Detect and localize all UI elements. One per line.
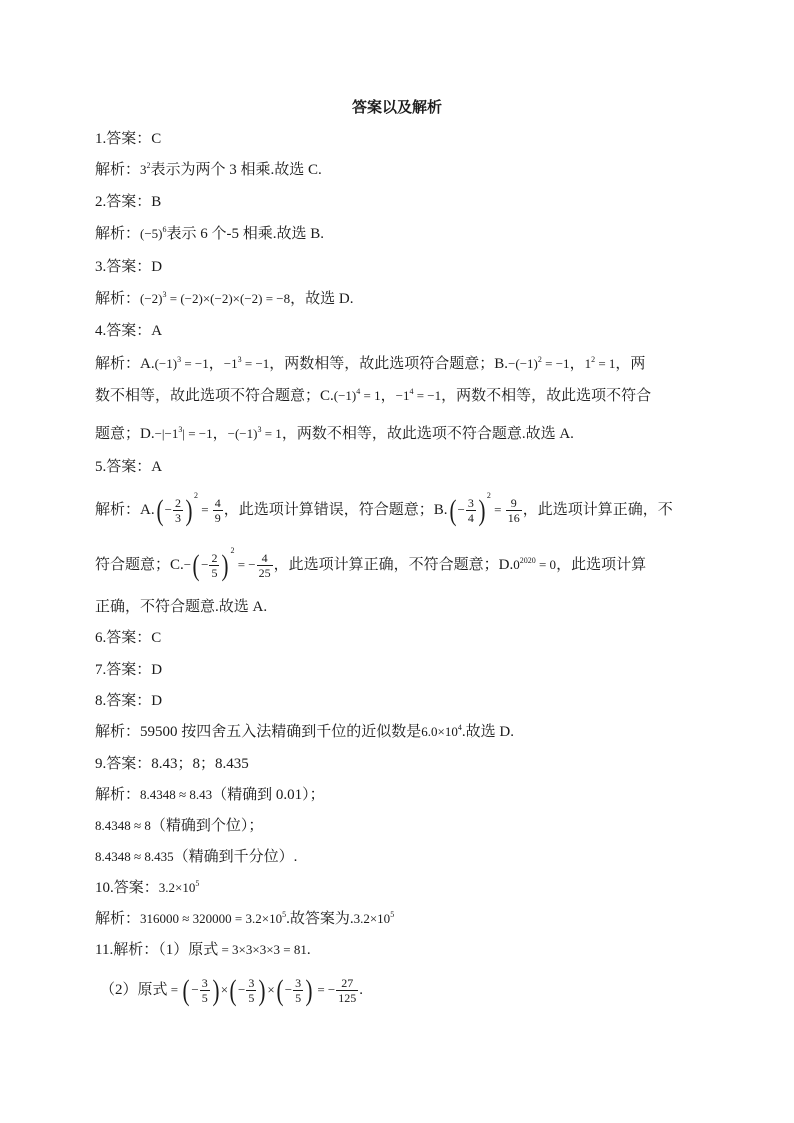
left-paren: ( xyxy=(156,493,164,527)
q2-explanation xyxy=(95,224,324,244)
q9-l3-t: （精确到千分位）. xyxy=(173,849,298,865)
q4-l2-m2: −1 xyxy=(395,388,410,403)
left-paren: ( xyxy=(182,973,190,1007)
q11-explanation-line2 xyxy=(100,970,363,1010)
q8-answer: 8.答案：D xyxy=(95,693,163,709)
q5-l2-m: 0 xyxy=(513,557,520,572)
q3-math: = (−2)×(−2)×(−2) = −8 xyxy=(166,291,291,306)
q4-l1-m4: 1 xyxy=(584,356,592,371)
q11-l2-prefix: （2）原式 xyxy=(100,982,168,998)
q3-exp: 3 xyxy=(162,290,167,299)
q4-l2-m1: (−1) xyxy=(333,388,357,403)
fraction xyxy=(213,496,223,525)
q5-l2-mb: = 0 xyxy=(535,557,557,572)
q9-explanation-line2 xyxy=(95,816,263,836)
q4-l1-e3: 2 xyxy=(537,355,542,364)
fraction xyxy=(200,976,210,1005)
denominator: 5 xyxy=(211,566,218,581)
fraction xyxy=(293,976,303,1005)
q8-expl-a: 解析：59500 按四舍五入法精确到千位的近似数是 xyxy=(95,724,422,740)
denominator: 9 xyxy=(214,511,221,526)
fraction xyxy=(173,496,183,525)
denominator: 4 xyxy=(467,511,474,526)
q2-exp: 6 xyxy=(162,225,167,234)
minus-sign: − xyxy=(238,982,246,997)
numerator: 27 xyxy=(336,976,358,991)
right-paren: ) xyxy=(185,493,193,527)
q9-l2-t: （精确到个位）； xyxy=(150,818,264,834)
q4-l1-m2: −1 xyxy=(223,356,238,371)
q2-expl-prefix: 解析： xyxy=(95,226,141,242)
q9-explanation-line1 xyxy=(95,785,325,805)
times-sign: × xyxy=(220,982,229,997)
q11-l1-end: . xyxy=(306,942,311,958)
q5-l2-prefix: 符合题意；C. xyxy=(95,557,184,573)
q4-answer: 4.答案：A xyxy=(95,323,163,339)
q5-l1-prefix: 解析：A. xyxy=(95,502,155,518)
fraction xyxy=(257,551,273,580)
q9-l1-m: 8.4348 ≈ 8.43 xyxy=(140,787,213,802)
minus-sign: − xyxy=(191,982,199,997)
q4-l3-sep: ， xyxy=(212,426,228,442)
q10-expl-e: 5 xyxy=(282,910,287,919)
equals: = xyxy=(197,502,212,517)
exponent: 2 xyxy=(230,546,235,555)
minus-sign: − xyxy=(457,502,465,517)
q4-l3-m1: −|−1 xyxy=(154,426,179,441)
q9-answer: 9.答案：8.43；8；8.435 xyxy=(95,756,249,772)
q2-answer: 2.答案：B xyxy=(95,194,162,210)
q4-l1-prefix: 解析：A. xyxy=(95,356,155,372)
right-paren: ) xyxy=(212,973,220,1007)
q1-base: 3 xyxy=(140,162,147,177)
q4-l3-t2: ，两数不相等，故此选项不符合题意.故选 A. xyxy=(281,426,574,442)
q4-l3-e1: 3 xyxy=(178,425,183,434)
q5-explanation-line2 xyxy=(95,545,646,585)
fraction xyxy=(336,976,358,1005)
left-paren: ( xyxy=(276,973,284,1007)
q1-expl-prefix: 解析： xyxy=(95,162,141,178)
q5-explanation-line3: 正确，不符合题意.故选 A. xyxy=(95,599,268,615)
page-title: 答案以及解析 xyxy=(351,98,442,116)
q3-base: (−2) xyxy=(140,291,163,306)
q3-expl-prefix: 解析： xyxy=(95,291,141,307)
equals: = − xyxy=(314,982,336,997)
q4-l2-m2b: = −1 xyxy=(413,388,442,403)
denominator: 5 xyxy=(295,991,302,1006)
q4-l2-t1: 数不相等，故此选项不符合题意；C. xyxy=(95,388,334,404)
q5-answer: 5.答案：A xyxy=(95,459,163,475)
denominator: 5 xyxy=(201,991,208,1006)
q4-l1-e1: 3 xyxy=(177,355,182,364)
right-paren: ) xyxy=(305,973,313,1007)
q4-l3-m1b: | = −1 xyxy=(182,426,213,441)
q4-l1-m1: (−1) xyxy=(154,356,178,371)
q4-l1-m2b: = −1 xyxy=(241,356,270,371)
right-paren: ) xyxy=(478,493,486,527)
q9-l3-m: 8.4348 ≈ 8.435 xyxy=(95,849,174,864)
q10-expl-m: 316000 ≈ 320000 = 3.2×10 xyxy=(140,911,283,926)
q5-l2-t2: ，此选项计算 xyxy=(556,557,647,573)
q4-l1-m3b: = −1 xyxy=(541,356,570,371)
q5-l2-t1: ，此选项计算正确，不符合题意；D. xyxy=(273,557,514,573)
q4-l1-e2: 3 xyxy=(237,355,242,364)
minus-sign: − xyxy=(183,557,192,572)
denominator: 3 xyxy=(174,511,181,526)
q4-explanation-line2 xyxy=(95,386,651,406)
q8-expl-m: 6.0×10 xyxy=(421,724,458,739)
q10-expl-e2: 5 xyxy=(390,910,395,919)
q8-expl-e: 4 xyxy=(457,723,462,732)
q5-l1-t1: ，此选项计算错误，符合题意；B. xyxy=(223,502,448,518)
denominator: 16 xyxy=(507,511,520,526)
equals: = xyxy=(167,982,182,997)
q4-l1-sep2: ， xyxy=(569,356,585,372)
q1-exp: 2 xyxy=(146,161,151,170)
numerator: 4 xyxy=(214,496,221,511)
numerator: 4 xyxy=(257,551,273,566)
q5-l1-t2: ，此选项计算正确，不 xyxy=(522,502,673,518)
numerator: 2 xyxy=(211,551,218,566)
q2-expl-text: 表示 6 个-5 相乘.故选 B. xyxy=(166,226,325,242)
q11-explanation-line1 xyxy=(95,940,311,960)
minus-sign: − xyxy=(201,557,209,572)
numerator: 3 xyxy=(201,976,208,991)
q10-expl-m2: 3.2×10 xyxy=(353,911,391,926)
q8-explanation xyxy=(95,722,514,742)
q11-l1-m: = 3×3×3×3 = 81 xyxy=(218,942,307,957)
q9-explanation-line3 xyxy=(95,847,297,867)
q4-l2-t2: ，两数不相等，故此选项不符合 xyxy=(441,388,652,404)
times-sign: × xyxy=(267,982,275,997)
q4-l1-sep1: ， xyxy=(208,356,224,372)
equals: = xyxy=(490,502,505,517)
q3-explanation xyxy=(95,289,354,309)
q9-l2-m: 8.4348 ≈ 8 xyxy=(95,818,151,833)
q4-l1-m1b: = −1 xyxy=(181,356,209,371)
q4-l3-e2: 3 xyxy=(257,425,262,434)
left-paren: ( xyxy=(192,548,200,582)
q5-l2-e: 2020 xyxy=(519,556,536,565)
numerator: 9 xyxy=(506,496,522,511)
q7-answer: 7.答案：D xyxy=(95,662,163,678)
q4-l2-e1: 4 xyxy=(356,387,361,396)
q10-answer-m: 3.2×10 xyxy=(158,880,196,895)
left-paren: ( xyxy=(229,973,237,1007)
q9-l1-prefix: 解析： xyxy=(95,787,141,803)
q4-l2-sep: ， xyxy=(380,388,396,404)
q10-explanation xyxy=(95,909,394,929)
left-paren: ( xyxy=(449,493,457,527)
q6-answer: 6.答案：C xyxy=(95,630,162,646)
numerator: 3 xyxy=(467,496,474,511)
fraction xyxy=(506,496,522,525)
q4-l1-t1: ，两数相等，故此选项符合题意；B. xyxy=(269,356,509,372)
q1-explanation xyxy=(95,160,322,180)
numerator: 3 xyxy=(248,976,255,991)
minus-sign: − xyxy=(284,982,293,997)
fraction xyxy=(246,976,256,1005)
q4-explanation-line3 xyxy=(95,424,574,444)
numerator: 2 xyxy=(174,496,181,511)
q10-expl-prefix: 解析： xyxy=(95,911,141,927)
q3-answer: 3.答案：D xyxy=(95,259,163,275)
q4-l1-m3: −(−1) xyxy=(508,356,538,371)
q9-l1-t: （精确到 0.01）； xyxy=(212,787,325,803)
q10-answer-prefix: 10.答案： xyxy=(95,880,159,896)
minus-sign: − xyxy=(164,502,172,517)
q1-answer: 1.答案：C xyxy=(95,131,162,147)
q4-l3-m2: −(−1) xyxy=(227,426,258,441)
q4-l1-m4b: = 1 xyxy=(595,356,616,371)
right-paren: ) xyxy=(258,973,266,1007)
q3-expl-text: ，故选 D. xyxy=(290,291,354,307)
q1-expl-text: 表示为两个 3 相乘.故选 C. xyxy=(150,162,322,178)
q5-explanation-line1 xyxy=(95,490,673,530)
q11-l1-prefix: 11.解析：（1）原式 xyxy=(95,942,219,958)
q4-l3-m2b: = 1 xyxy=(261,426,282,441)
equals: = − xyxy=(234,557,256,572)
q4-l1-e4: 2 xyxy=(591,355,596,364)
denominator: 25 xyxy=(258,566,271,581)
exponent: 2 xyxy=(193,491,198,500)
q4-explanation-line1 xyxy=(95,354,645,374)
q10-expl-t: .故答案为. xyxy=(286,911,354,927)
exponent: 2 xyxy=(486,491,491,500)
right-paren: ) xyxy=(221,548,229,582)
q8-expl-b: .故选 D. xyxy=(461,724,514,740)
q4-l2-e2: 4 xyxy=(409,387,414,396)
q4-l1-t2: ，两 xyxy=(615,356,646,372)
numerator: 3 xyxy=(295,976,302,991)
q11-l2-end: . xyxy=(359,982,363,998)
fraction xyxy=(209,551,219,580)
q2-base: (−5) xyxy=(140,226,163,241)
denominator: 125 xyxy=(338,991,357,1006)
q4-l2-m1b: = 1 xyxy=(360,388,381,403)
q10-answer xyxy=(95,878,199,898)
fraction xyxy=(466,496,476,525)
q10-answer-e: 5 xyxy=(195,879,200,888)
q4-l3-t1: 题意；D. xyxy=(95,426,155,442)
denominator: 5 xyxy=(248,991,255,1006)
